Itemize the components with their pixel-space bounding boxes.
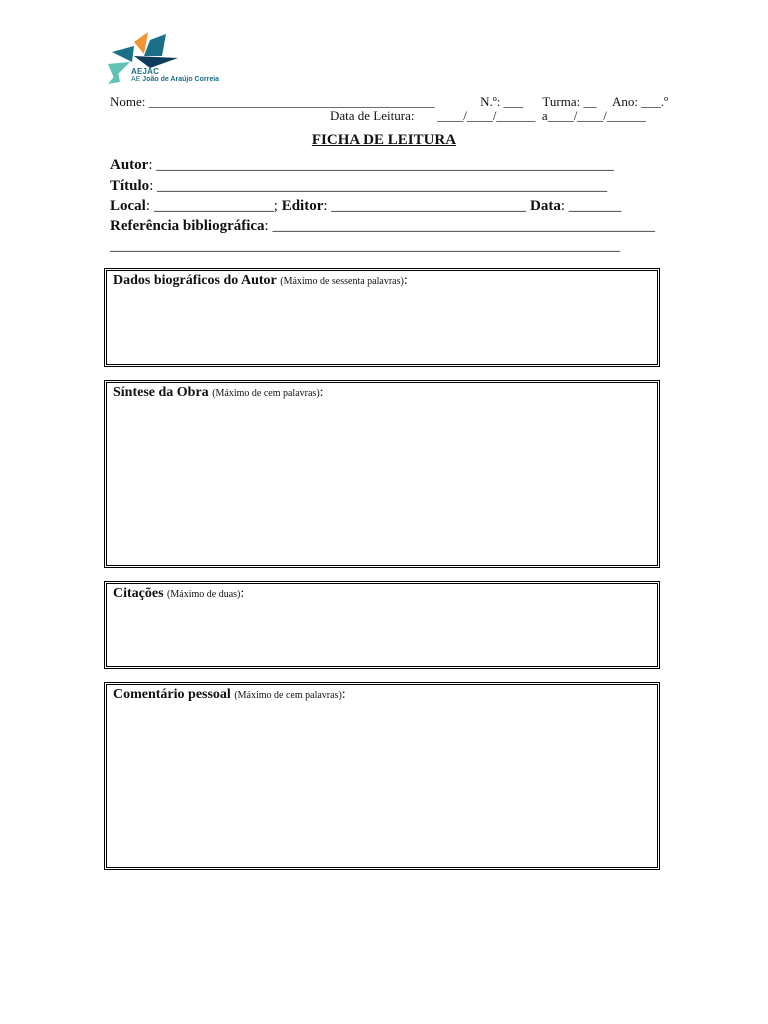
logo-teal-shape-2: [144, 34, 166, 56]
author-biography-box: [104, 268, 660, 367]
box-heading: Síntese da Obra (Máximo de cem palavras):: [113, 385, 324, 400]
page-title: FICHA DE LEITURA: [311, 132, 457, 148]
title-field: Título: ____________________________________________________________: [110, 178, 608, 194]
logo-teal-shape: [112, 46, 134, 62]
box-heading: Comentário pessoal (Máximo de cem palavras):: [113, 687, 346, 702]
quotations-box: [104, 581, 660, 669]
logo-mint-shape: [108, 62, 130, 78]
bibliographic-reference-field: Referência bibliográfica: ___________________________________________________: [110, 218, 655, 234]
author-field: Autor: _____________________________________________________________: [110, 157, 614, 173]
personal-comment-box: [104, 682, 660, 870]
publication-field: Local: ________________; Editor: __________________________ Data: _______: [110, 198, 622, 214]
student-info-line: Nome: ____________________________________________ N.º: ___ Turma: __ Ano: ___.º: [110, 94, 669, 109]
logo-school-name: AE João de Araújo Correia: [131, 76, 220, 83]
box-heading: Dados biográficos do Autor (Máximo de sessenta palavras):: [113, 273, 408, 288]
reading-date-line: Data de Leitura: ____/____/______ a____/____/______: [330, 108, 646, 123]
logo-orange-shape: [134, 32, 148, 54]
logo-abbreviation: AEJAC: [131, 67, 160, 76]
work-synthesis-box: [104, 380, 660, 568]
reference-continuation-line: ____________________________________________________________________: [110, 238, 620, 254]
box-heading: Citações (Máximo de duas):: [113, 586, 245, 601]
